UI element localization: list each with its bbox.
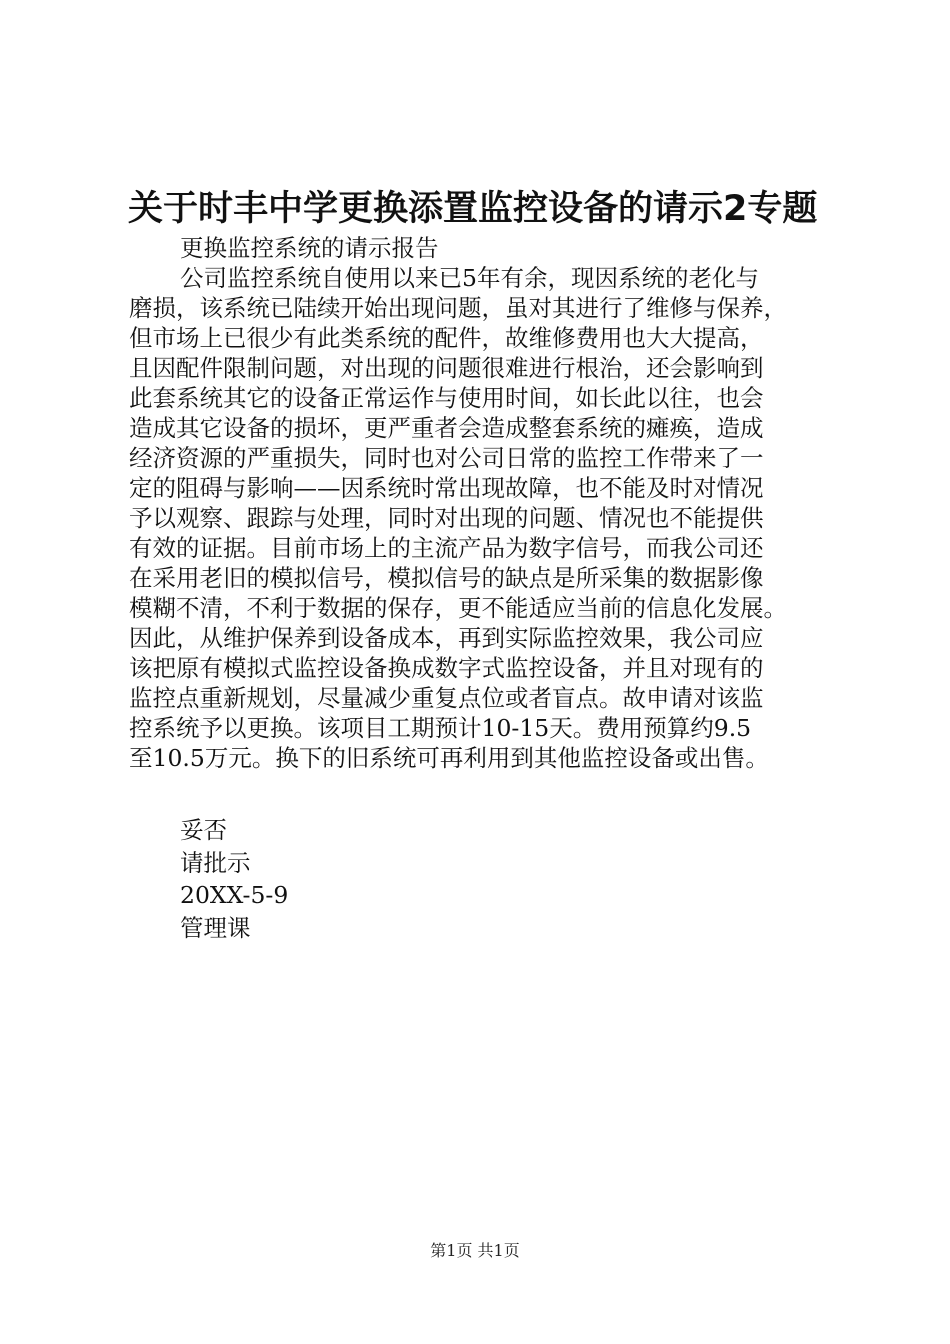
signature-department: 管理课 [180,913,251,942]
closing-approval: 请批示 [180,848,251,877]
body-line: 监控点重新规划，尽量减少重复点位或者盲点。故申请对该监 [129,684,764,712]
page-footer: 第1页 共1页 [430,1241,520,1260]
report-subtitle: 更换监控系统的请示报告 [180,234,439,262]
body-line: 控系统予以更换。该项目工期预计10-15天。费用预算约9.5 [129,714,752,742]
body-line: 此套系统其它的设备正常运作与使用时间，如长此以往，也会 [129,384,764,412]
closing-request: 妥否 [180,816,227,844]
body-line: 模糊不清，不利于数据的保存，更不能适应当前的信息化发展。 [129,594,787,622]
body-line: 至10.5万元。换下的旧系统可再利用到其他监控设备或出售。 [129,744,769,772]
body-line: 公司监控系统自使用以来已5年有余，现因系统的老化与 [180,264,759,292]
body-line: 经济资源的严重损失，同时也对公司日常的监控工作带来了一 [129,444,764,472]
body-line: 造成其它设备的损坏，更严重者会造成整套系统的瘫痪，造成 [129,414,764,442]
document-body [129,233,834,773]
body-line: 磨损，该系统已陆续开始出现问题，虽对其进行了维修与保养， [129,294,787,322]
body-line: 有效的证据。目前市场上的主流产品为数字信号，而我公司还 [129,534,764,562]
body-line: 在采用老旧的模拟信号，模拟信号的缺点是所采集的数据影像 [129,564,764,592]
body-line: 因此，从维护保养到设备成本，再到实际监控效果，我公司应 [129,624,764,652]
body-line: 该把原有模拟式监控设备换成数字式监控设备，并且对现有的 [129,654,764,682]
document-date: 20XX-5-9 [180,881,289,909]
body-line: 予以观察、跟踪与处理，同时对出现的问题、情况也不能提供 [129,504,764,532]
closing-block [180,814,288,944]
document-title: 关于时丰中学更换添置监控设备的请示2专题 [128,189,818,229]
body-line: 定的阻碍与影响——因系统时常出现故障，也不能及时对情况 [129,474,764,502]
body-line: 但市场上已很少有此类系统的配件，故维修费用也大大提高， [129,324,764,352]
body-line: 且因配件限制问题，对出现的问题很难进行根治，还会影响到 [129,354,764,382]
